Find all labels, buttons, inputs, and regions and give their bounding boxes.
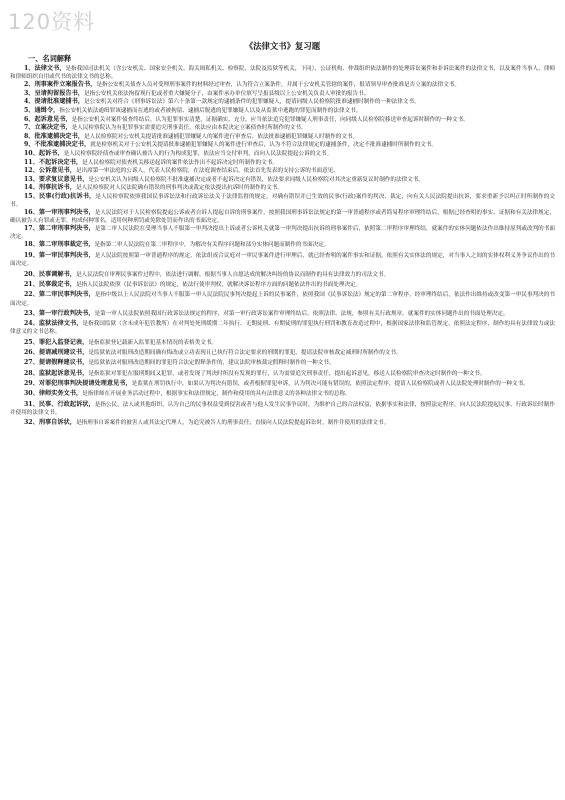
item-number: 29、 — [24, 379, 39, 387]
item-number: 15、 — [24, 192, 39, 200]
item-term: 对罪犯刑事判决提请处理意见书， — [38, 379, 132, 387]
item-number: 23、 — [24, 309, 39, 317]
item-term: 呈请拘留报告书， — [34, 89, 84, 97]
item-number: 2、 — [24, 81, 35, 89]
item-number: 25、 — [24, 338, 39, 346]
item-definition: 是指中级以上人民法院对当事人不服第一审人民法院民事判决提起上诉的民事案件，依照我国《民事诉讼法》规定的第二审程序，经审理终结后，依法作出维持或改变第一审民事判决的书面决定。 — [10, 292, 555, 307]
item-definition: 是公安机关对符合《刑事诉讼法》第六十条第一款规定的逮捕条件的犯罪嫌疑人，提请同级人民检察院批准逮捕时制作的一种法律文书。 — [84, 99, 420, 106]
definition-item — [10, 291, 555, 308]
item-definition: 是指我国监狱（含未成年犯管教所）在对判处死刑缓期二年执行、无期徒刑、有期徒刑的罪犯执行刑罚和教育改造过程中，根据国家法律和监管规定，依照法定程序，制作的具有法律效力或法律意义的文书总称。 — [10, 321, 555, 336]
item-definition: 是监狱依法对服刑改造期间确有悔改或立功表现且已执行符合法定要求的刑期的罪犯，提请法院审核裁定减刑时所制作的文书。 — [88, 350, 402, 357]
definition-item — [10, 359, 555, 367]
item-term: 立案决定书， — [34, 124, 72, 132]
item-definition: 是出席第一审法庭的公诉人，代表人民检察院，在法庭调查结束后，依法首先发表的支持公诉的书面意见。 — [75, 168, 339, 175]
definition-item — [10, 281, 555, 289]
item-term: 第一审民事判决书， — [38, 252, 95, 260]
item-number: 24、 — [24, 320, 39, 328]
item-definition: 是人民法院在审理民事案件过程中，依法进行调解，根据当事人自愿达成的解决纠纷的协议而制作的具有法律效力的司法文书。 — [75, 271, 390, 278]
item-definition: 就是检察机关对于公安机关提请批准逮捕犯罪嫌疑人的案件进行审查后，认为不符合法律规定的逮捕条件，决定不批准逮捕时所制作的文书。 — [90, 142, 438, 149]
definition-item — [10, 209, 555, 225]
item-definition: 是人民法院对于人民检察院提起公诉或者自诉人提起自诉的刑事案件，按照我国刑事诉讼法规定的第一审普通程序或者简易程序审理终结后，根据已经查明的事实、证据和有关法律规定，确认被告人有罪或无罪，构成何种罪名，适用何种刑罚或免除处罚而作出的书面决定。 — [10, 210, 555, 224]
item-term: 罪犯入监登记表， — [38, 338, 89, 346]
item-number: 26、 — [24, 349, 39, 357]
definition-item — [10, 241, 555, 250]
definition-item — [10, 81, 555, 90]
item-number: 17、 — [24, 225, 39, 233]
item-number: 22、 — [24, 291, 39, 299]
item-term: 刑事案件立案报告书， — [34, 81, 97, 89]
definition-item — [10, 380, 555, 388]
definition-item — [10, 98, 555, 107]
item-definition: 是指公安机关对案件侦查终结后，认为犯罪事实清楚，证据确实、充分，应当依法追究犯罪嫌疑人刑事责任，向同级人民检察院移送审查起诉时制作的一种文书。 — [71, 116, 469, 123]
item-term: 提请减刑建议书， — [38, 349, 89, 357]
item-number: 14、 — [24, 184, 39, 192]
definition-item — [10, 116, 555, 125]
item-definition: 是指人民法院依照《民事诉讼法》的规定，依法行使审判权，就解决诉讼程序方面的问题依法作出的书面处理决定。 — [75, 281, 362, 288]
definition-item — [10, 133, 555, 142]
item-number: 11、 — [24, 158, 39, 166]
item-number: 9、 — [24, 141, 35, 149]
document-page — [10, 40, 555, 427]
item-term: 监狱法律文书， — [38, 320, 83, 328]
item-term: 法律文书， — [34, 65, 66, 72]
item-definition: 是人民检察院认为有犯罪事实需要追究刑事责任，依法应由本院决定立案侦查时所制作的文书。 — [71, 125, 307, 132]
item-term: 起诉书， — [38, 149, 64, 157]
definition-item — [10, 193, 555, 209]
item-definition: 是指监狱登记载新入监罪犯基本情况的表格类文书。 — [88, 339, 217, 346]
item-number: 20、 — [24, 270, 39, 278]
item-definition: 是指公安机关侦查人员对受理刑事案件的材料经过审查，认为符合立案条件，并属于公安机关管辖的案件，报请领导审查批准是否立案的法律文书。 — [96, 82, 460, 89]
item-term: 批准逮捕决定书， — [34, 132, 84, 140]
item-term: 第一审行政判决书， — [38, 309, 95, 317]
item-definition: 是指刑事自诉案件的被害人或其法定代理人，为追究被告人的刑事责任，直接向人民法院提起诉讼时，制作并使用的法律文书。 — [75, 420, 390, 427]
item-term: 不批准逮捕决定书， — [34, 141, 91, 149]
item-term: 第二审刑事裁定书， — [38, 241, 95, 249]
definition-item — [10, 339, 555, 347]
item-term: 通缉令， — [34, 106, 60, 114]
item-term: 刑事自诉状， — [38, 419, 76, 427]
definition-item — [10, 90, 555, 99]
definition-item — [10, 167, 555, 176]
definition-item — [10, 150, 555, 159]
item-number: 5、 — [24, 106, 35, 114]
item-number: 6、 — [24, 115, 35, 123]
item-number: 4、 — [24, 98, 35, 106]
definition-item — [10, 252, 555, 269]
item-definition: 是指公安机关依法拘留现行犯或者重大嫌疑分子，由案件承办单位填写呈报县级以上公安机关负责人审批的报告书。 — [84, 90, 370, 97]
item-number: 7、 — [24, 124, 35, 132]
item-number: 27、 — [24, 359, 39, 367]
definition-item — [10, 390, 555, 398]
definition-item — [10, 141, 555, 150]
watermark: 120资料 — [8, 10, 96, 34]
item-term: 第一审刑事判决书， — [38, 209, 95, 217]
item-definition: 是指第二审人民法院在第二审程序中，为解决有关程序问题和部分实体问题而制作的书面决定。 — [94, 242, 330, 249]
item-term: 起诉意见书， — [34, 115, 72, 123]
item-number: 13、 — [24, 175, 39, 183]
item-definition: 是人民法院按照第一审普通程序的规定，依法组成合议庭对一审民事案件进行审理后，就已经查明的案件事实和证据，依照有关实体法的规定，对当事人之间的实体权利义务争议作出的书面决定。 — [10, 253, 555, 268]
definition-item — [10, 401, 555, 418]
item-definition: 是监狱在刑罚执行中，如果认为判决有错误，或者根据罪犯申诉，认为判决可能有错误的，依照法定程序，提请人民检察院或者人民法院处理时制作的一种文书。 — [131, 380, 529, 387]
item-term: 提请假释建议书， — [38, 359, 89, 367]
document-title: 《法律文书》复习题 — [244, 41, 321, 51]
definition-list — [10, 65, 555, 427]
item-definition: 指公安机关依法通缉罪该逮捕而在逃的或者被拘留、逮捕后脱逃的犯罪嫌疑人以及从监狱中逃跑的罪犯而制作的法律文书。 — [59, 107, 362, 114]
item-number: 3、 — [24, 89, 35, 97]
item-term: 刑事抗诉书， — [38, 184, 76, 192]
item-number: 1、 — [24, 65, 35, 72]
item-term: 提请批准逮捕书， — [34, 98, 84, 106]
item-definition: 是人民检察院对公安机关提请批准逮捕犯罪嫌疑人的案件进行审查后，依法批准逮捕犯罪嫌疑人时制作的文书。 — [84, 133, 359, 140]
definition-item — [10, 370, 555, 378]
definition-item — [10, 310, 555, 318]
item-definition: 是监狱依法对服刑改造期间的罪犯符合法定假释条件的，建议法院审核裁定假释时制作的一种文书。 — [88, 360, 335, 367]
item-definition: 是人民检察院对侦查机关移送起诉的案件依法作出不起诉决定时所制作的文书。 — [82, 159, 278, 166]
item-term: 第二审刑事判决书， — [38, 225, 95, 233]
item-number: 31、 — [24, 400, 39, 408]
item-term: 民事调解书， — [38, 270, 76, 278]
item-number: 18、 — [24, 241, 39, 249]
item-definition: 是指监狱对罪犯在服刑期间又犯罪，或者发现了判决时所没有发现的罪行，认为需要追究刑事责任，提出起诉意见，移送人民检察院审查决定时制作的一种文书。 — [88, 370, 486, 377]
definition-item — [10, 124, 555, 133]
definition-item — [10, 184, 555, 193]
item-number: 19、 — [24, 252, 39, 260]
item-definition: 是指我国司法机关（含公安机关、国家安全机关、海关缉私机关、检察院、法院及监狱等机关，下同）、公证机构、仲裁组织依法制作的处理诉讼案件和非诉讼案件的法律文书，以及案件当事人、律师和律师组织自用或代书的法律文书的总称。 — [10, 66, 556, 80]
definition-item — [10, 271, 555, 279]
item-term: 第二审民事判决书， — [38, 291, 95, 299]
item-definition: 是第二审人民法院在受理当事人不服第一审判决提出上诉或者公诉机关就第一审判决提出抗诉的刑事案件后，依照第二审程序审理终结，就案件的实体问题依法作出维持原判或改判的书面决定。 — [10, 226, 555, 240]
item-definition: 是第一审人民法院依照我国行政诉讼法规定的程序，对第一审行政诉讼案件审理终结后，依照法律、法规，参照有关行政规章，就案件的实体问题作出的书面处理决定。 — [94, 310, 509, 317]
item-number: 16、 — [24, 209, 39, 217]
item-number: 21、 — [24, 280, 39, 288]
item-definition: 是公安机关认为同级人民检察院不批准逮捕决定或者不起诉决定有错误，依法要求同级人民检察院对其决定重新复议时制作的法律文书。 — [88, 176, 424, 183]
definition-item — [10, 176, 555, 185]
item-term: 不起诉决定书， — [38, 158, 83, 166]
item-definition: 是人民检察院经侦查或审查确认被告人的行为构成犯罪，依法应当交付审判，而向人民法院提起公诉的文书。 — [63, 150, 333, 157]
item-term: 民事裁定书， — [38, 280, 76, 288]
item-number: 8、 — [24, 132, 35, 140]
item-term: 律师实务文书， — [38, 390, 83, 398]
definition-item — [10, 65, 555, 81]
item-definition: 是人民检察院依照我国民事诉讼法和行政诉讼法关于法律监督的规定，对确有错误并已生效的民事(行政)案件的判决、裁定，向有关人民法院提出抗诉，要求重新予以纠正时所制作的文书。 — [10, 193, 555, 208]
item-number: 28、 — [24, 369, 39, 377]
item-number: 10、 — [24, 149, 39, 157]
item-term: 公诉意见书， — [38, 167, 76, 175]
definition-item — [10, 225, 555, 241]
item-number: 30、 — [24, 390, 39, 398]
item-definition: 是人民检察院对人民法院确有错误的刑事判决或裁定依法提出抗诉时所制作的文书。 — [75, 185, 283, 192]
definition-item — [10, 159, 555, 168]
item-number: 12、 — [24, 167, 39, 175]
definition-item — [10, 320, 555, 337]
item-definition: 是指律师在开展业务活动过程中，根据事实和法律规定，制作和使用的具有法律意义的各种法律文书的总称。 — [82, 391, 351, 398]
item-number: 32、 — [24, 419, 39, 427]
item-term: 要求复议意见书， — [38, 175, 89, 183]
definition-item — [10, 349, 555, 357]
definition-item — [10, 107, 555, 116]
item-term: 监狱起诉意见书， — [38, 369, 89, 377]
item-term: 民事(行政)抗诉书， — [39, 192, 96, 200]
item-definition: 是指公民、法人或其他组织，认为自己的民事权益受到侵害或者与他人发生民事争议时，为维护自己的合法权益，依据事实和法律，按照法定程序，向人民法院提起民事、行政诉讼时制作并使用的法律文书。 — [10, 401, 555, 416]
section-heading: 一、名词解释 — [28, 54, 72, 63]
definition-item — [10, 419, 555, 427]
item-term: 民事、行政起诉状， — [38, 400, 95, 408]
